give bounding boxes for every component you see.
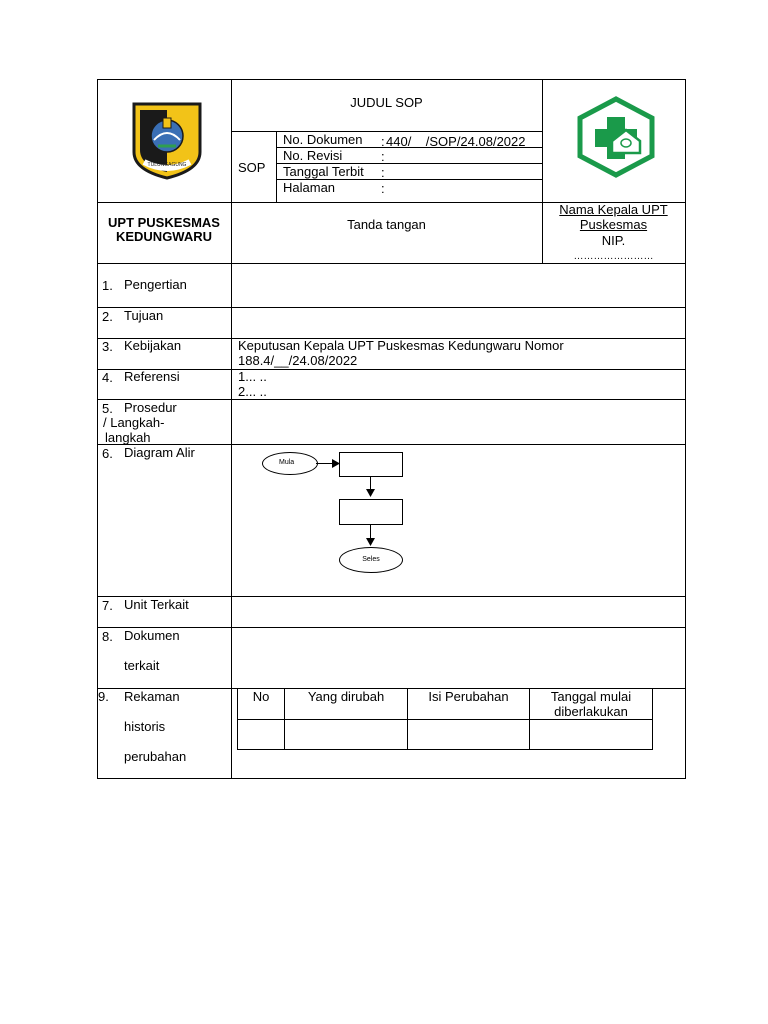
flow-start-oval bbox=[262, 452, 318, 475]
section-1-label: Pengertian bbox=[124, 277, 187, 292]
flow-start-label: Mula bbox=[279, 459, 295, 466]
head-name-line1: Nama Kepala UPT bbox=[559, 202, 668, 217]
history-row-1-effective-date bbox=[530, 720, 653, 750]
doc-number-label: No. Dokumen bbox=[283, 132, 363, 147]
section-3-label: Kebijakan bbox=[124, 338, 182, 353]
history-header-effective-date bbox=[530, 688, 653, 720]
section-4-content-line1: 1... .. bbox=[238, 369, 267, 384]
section-9-label-line1: Rekaman bbox=[124, 689, 180, 704]
history-header-content: Isi Perubahan bbox=[408, 688, 530, 720]
regency-crest-icon bbox=[130, 100, 204, 180]
section-5-num: 5. bbox=[102, 401, 113, 416]
flow-arrow-down-icon bbox=[366, 538, 375, 546]
puskesmas-logo-icon bbox=[574, 95, 658, 179]
section-7-label: Unit Terkait bbox=[124, 597, 189, 612]
section-8-label-line1: Dokumen bbox=[124, 628, 180, 643]
section-2-num: 2. bbox=[102, 309, 113, 324]
section-4-label: Referensi bbox=[124, 369, 180, 384]
page-sep: : bbox=[381, 181, 385, 196]
section-9-label-line2: historis bbox=[124, 719, 166, 734]
issue-date-label: Tanggal Terbit bbox=[283, 164, 364, 179]
section-4-num: 4. bbox=[102, 370, 113, 385]
doc-number-value: 440/ /SOP/24.08/2022 bbox=[386, 134, 526, 149]
section-9-num: 9. bbox=[98, 689, 109, 704]
history-header-no: No bbox=[238, 688, 285, 720]
signature-label: Tanda tangan bbox=[347, 217, 426, 232]
section-5-label-line1: Prosedur bbox=[124, 400, 177, 415]
issue-date-sep: : bbox=[381, 165, 385, 180]
history-row-1-no bbox=[238, 720, 285, 750]
org-name-line1: UPT PUSKESMAS bbox=[108, 215, 220, 230]
nip-label: NIP. bbox=[601, 233, 626, 248]
history-row-1-content bbox=[408, 720, 530, 750]
flow-arrow-down-icon bbox=[366, 489, 375, 497]
section-3-num: 3. bbox=[102, 339, 113, 354]
page-label: Halaman bbox=[283, 180, 336, 195]
history-header-effective-date-line1: Tanggal mulai bbox=[550, 689, 632, 704]
sop-label: SOP bbox=[238, 160, 266, 175]
section-5-label-line2: / Langkah- bbox=[103, 415, 165, 430]
doc-number-sep: : bbox=[381, 134, 385, 149]
revision-sep: : bbox=[381, 149, 385, 164]
crest-ribbon-text: TULUNGAGUNG bbox=[147, 162, 187, 168]
flow-process-box-2 bbox=[339, 499, 403, 525]
section-8-num: 8. bbox=[102, 629, 113, 644]
head-name-line2: Puskesmas bbox=[579, 217, 648, 232]
section-1-num: 1. bbox=[102, 278, 113, 293]
history-header-changed: Yang dirubah bbox=[285, 688, 408, 720]
revision-label: No. Revisi bbox=[283, 148, 343, 163]
flow-end-label: Seles bbox=[362, 556, 380, 563]
section-3-content-line1: Keputusan Kepala UPT Puskesmas Kedungwaru Nomor bbox=[238, 338, 564, 353]
section-3-content-line2: 188.4/__/24.08/2022 bbox=[238, 353, 358, 368]
section-9-label-line3: perubahan bbox=[124, 749, 187, 764]
history-header-effective-date-line2: diberlakukan bbox=[554, 704, 628, 719]
section-8-label-line2: terkait bbox=[124, 658, 160, 673]
section-5-label-line3: langkah bbox=[105, 430, 151, 445]
history-table bbox=[237, 688, 653, 750]
section-6-num: 6. bbox=[102, 446, 113, 461]
section-4-content-line2: 2... .. bbox=[238, 384, 267, 399]
section-6-label: Diagram Alir bbox=[124, 445, 195, 460]
sop-title: JUDUL SOP bbox=[350, 95, 423, 110]
org-name-line2: KEDUNGWARU bbox=[115, 229, 213, 244]
nip-dots: …………………… bbox=[573, 251, 654, 262]
history-row-1-changed bbox=[285, 720, 408, 750]
flow-process-box-1 bbox=[339, 452, 403, 477]
flow-end-oval bbox=[339, 547, 403, 573]
section-7-num: 7. bbox=[102, 598, 113, 613]
section-2-label: Tujuan bbox=[124, 308, 164, 323]
